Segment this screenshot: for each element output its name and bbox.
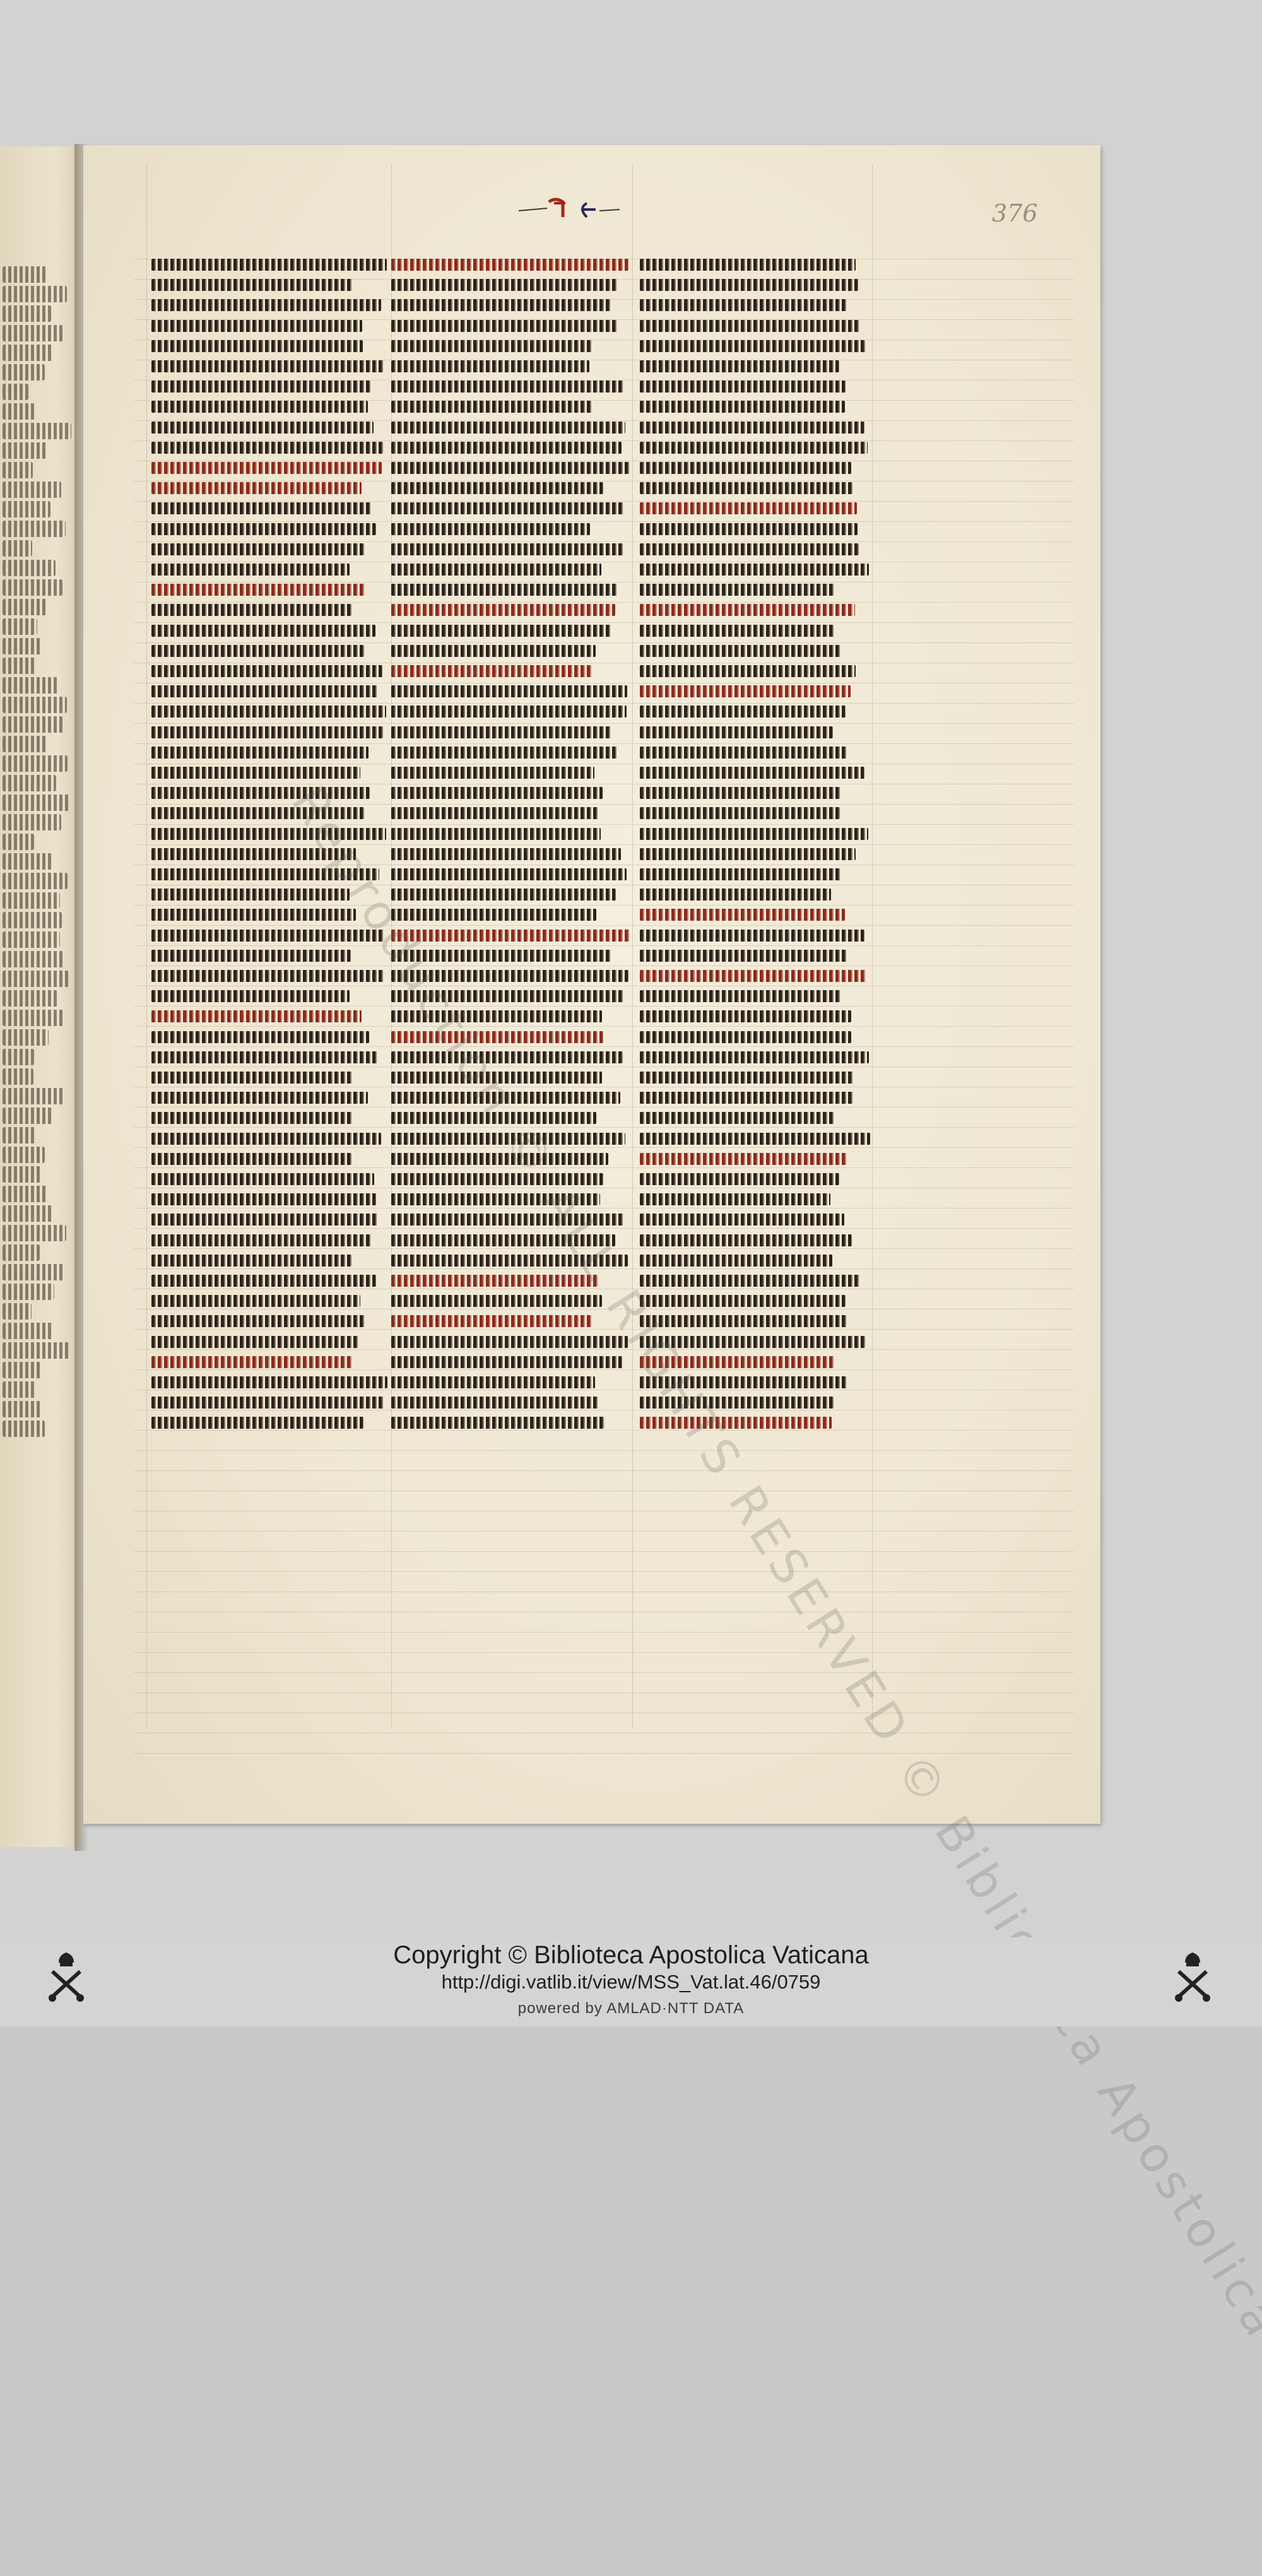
ruling-line (134, 945, 1074, 946)
copyright-notice: Copyright © Biblioteca Apostolica Vaticana (393, 1941, 869, 1969)
script-line (151, 1092, 368, 1104)
left-page-script-fragment (3, 618, 37, 635)
script-line (151, 1255, 351, 1267)
script-line (151, 889, 350, 901)
left-page-script-fragment (3, 403, 35, 420)
script-line (151, 645, 364, 657)
ruling-line (134, 905, 1074, 906)
script-line (391, 1275, 598, 1287)
ruling-line (134, 925, 1074, 926)
script-line (640, 665, 856, 677)
ruling-line (134, 844, 1074, 845)
ruling-line (134, 1672, 1074, 1673)
ruling-line (134, 743, 1074, 744)
script-line (640, 543, 859, 555)
ruling-line (134, 824, 1074, 825)
left-page-script-fragment (3, 423, 71, 439)
ruling-line (134, 1026, 1074, 1027)
script-line (640, 259, 856, 271)
script-line (151, 990, 350, 1002)
left-page-script-fragment (3, 1264, 65, 1280)
vatican-library-emblem-right (1155, 1941, 1230, 2017)
script-line (391, 1376, 595, 1388)
script-line (151, 604, 351, 616)
script-line (391, 564, 601, 576)
script-line (151, 909, 356, 921)
script-line (391, 1356, 622, 1368)
script-line (151, 482, 362, 494)
left-page-script-fragment (3, 1147, 45, 1163)
script-line (640, 360, 839, 372)
left-page-script-fragment (3, 462, 33, 478)
script-line (151, 523, 376, 535)
script-line (151, 1214, 379, 1226)
manuscript-url[interactable]: http://digi.vatlib.it/view/MSS_Vat.lat.46/0759 (441, 1971, 821, 1993)
script-line (640, 1112, 835, 1124)
script-line (151, 340, 363, 352)
script-line (391, 381, 624, 393)
script-line (391, 767, 594, 779)
script-line (391, 462, 630, 474)
script-line (391, 685, 627, 697)
script-line (151, 381, 370, 393)
left-page-script-fragment (3, 599, 47, 615)
copyright-footer (0, 1937, 1262, 2026)
script-line (391, 299, 610, 311)
script-line (640, 442, 868, 454)
left-page-script-fragment (3, 1401, 42, 1417)
ruling-line (134, 804, 1074, 805)
script-line (391, 340, 593, 352)
script-line (151, 747, 369, 759)
script-line (151, 360, 384, 372)
script-line (151, 502, 372, 514)
script-line (640, 340, 865, 352)
ruling-line (134, 1450, 1074, 1451)
ruling-line (134, 1167, 1074, 1168)
script-line (640, 645, 841, 657)
left-page-script-fragment (3, 286, 67, 302)
column-ruling (872, 164, 873, 1729)
script-line (151, 1031, 369, 1043)
ruling-line (134, 1571, 1074, 1572)
left-page-script-fragment (3, 1323, 53, 1339)
left-page-script-fragment (3, 971, 69, 987)
left-page-script-fragment (3, 677, 58, 694)
left-page-script-fragment (3, 442, 47, 459)
left-page-script-fragment (3, 521, 66, 537)
script-line (640, 970, 867, 982)
left-page-script-fragment (3, 931, 60, 948)
ruling-line (134, 1329, 1074, 1330)
left-page-script-fragment (3, 501, 50, 517)
ruling-line (134, 1551, 1074, 1552)
script-line (151, 279, 353, 291)
script-line (151, 462, 382, 474)
script-line (640, 462, 851, 474)
left-page-script-fragment (3, 912, 62, 928)
ruling-line (134, 1369, 1074, 1370)
script-line (640, 889, 831, 901)
ruling-line (134, 1127, 1074, 1128)
script-line (151, 625, 375, 637)
ruling-line (134, 1147, 1074, 1148)
left-page-script-fragment (3, 1108, 52, 1124)
emblem-right-caption (1155, 1941, 1230, 2017)
script-line (151, 259, 387, 271)
script-line (640, 726, 833, 738)
script-line (640, 320, 860, 332)
script-line (640, 1133, 870, 1145)
script-line (640, 502, 857, 514)
left-page-script-fragment (3, 990, 57, 1007)
script-line (151, 1072, 352, 1084)
script-line (640, 299, 846, 311)
script-line (640, 807, 840, 819)
script-line (151, 950, 351, 962)
ruling-line (134, 1066, 1074, 1067)
script-line (640, 401, 845, 413)
ruling-line (134, 1470, 1074, 1471)
script-line (391, 848, 621, 860)
script-line (640, 1072, 854, 1084)
folio-number: 376 (992, 199, 1038, 227)
script-line (391, 442, 622, 454)
script-line (391, 523, 590, 535)
running-head-rubric (512, 191, 639, 228)
script-line (391, 422, 625, 434)
script-line (391, 584, 617, 596)
ruling-line (134, 541, 1074, 542)
script-line (151, 1193, 376, 1205)
script-line (151, 726, 383, 738)
ruling-line (134, 703, 1074, 704)
left-page-script-fragment (3, 325, 64, 341)
left-page-script-fragment (3, 266, 46, 283)
script-line (391, 543, 624, 555)
script-line (640, 1092, 854, 1104)
left-page-script-fragment (3, 384, 28, 400)
script-line (640, 1193, 830, 1205)
script-line (151, 1112, 352, 1124)
script-line (151, 1153, 351, 1165)
script-line (391, 259, 628, 271)
ruling-line (134, 1006, 1074, 1007)
ruling-line (134, 501, 1074, 502)
script-line (151, 1234, 372, 1246)
script-line (151, 1397, 384, 1409)
script-line (391, 401, 593, 413)
script-line (640, 767, 864, 779)
script-line (640, 1173, 839, 1185)
script-line (151, 543, 364, 555)
ruling-line (134, 1046, 1074, 1047)
script-line (391, 665, 593, 677)
left-page-script-fragment (3, 579, 62, 596)
script-line (640, 1214, 844, 1226)
ruling-line (134, 1733, 1074, 1734)
script-line (640, 584, 835, 596)
left-page-script-fragment (3, 1127, 37, 1143)
left-page-script-fragment (3, 1284, 54, 1300)
script-line (640, 747, 847, 759)
script-line (391, 645, 596, 657)
ruling-line (134, 521, 1074, 522)
left-page-script-fragment (3, 697, 67, 713)
script-line (151, 1417, 363, 1429)
script-line (640, 1275, 859, 1287)
script-line (640, 1153, 847, 1165)
script-line (391, 279, 617, 291)
script-line (640, 1051, 869, 1063)
script-line (391, 625, 612, 637)
script-line (151, 1173, 374, 1185)
left-page-script-fragment (3, 873, 68, 889)
left-page-script-fragment (3, 1381, 35, 1398)
script-line (640, 848, 856, 860)
script-line (640, 381, 846, 393)
script-line (640, 909, 845, 921)
script-line (391, 747, 618, 759)
script-line (640, 868, 840, 880)
script-line (151, 1275, 376, 1287)
script-line (391, 604, 615, 616)
ruling-line (134, 642, 1074, 643)
script-line (151, 320, 362, 332)
script-line (391, 706, 627, 718)
script-line (640, 1255, 832, 1267)
left-facing-page (0, 146, 81, 1847)
script-line (391, 1397, 599, 1409)
left-page-script-fragment (3, 305, 51, 322)
left-page-script-fragment (3, 638, 42, 654)
script-line (640, 1010, 851, 1022)
powered-by: powered by AMLAD·NTT DATA (517, 2000, 745, 2017)
left-page-script-fragment (3, 1186, 47, 1202)
script-line (151, 685, 377, 697)
script-line (640, 1234, 852, 1246)
left-page-script-fragment (3, 1010, 63, 1026)
left-page-script-fragment (3, 364, 45, 381)
script-line (151, 930, 384, 942)
script-line (640, 1031, 851, 1043)
left-page-script-fragment (3, 1421, 45, 1437)
script-line (391, 909, 596, 921)
script-line (391, 482, 603, 494)
left-page-script-fragment (3, 658, 37, 674)
left-page-script-fragment (3, 1362, 42, 1378)
script-line (151, 1336, 359, 1348)
script-line (391, 1295, 602, 1307)
script-line (640, 828, 868, 840)
left-page-script-fragment (3, 892, 60, 909)
ruling-line (134, 1632, 1074, 1633)
script-line (151, 1356, 353, 1368)
ruling-line (134, 1652, 1074, 1653)
left-page-script-fragment (3, 1068, 33, 1085)
script-line (391, 360, 589, 372)
script-line (391, 320, 617, 332)
script-line (151, 970, 384, 982)
left-page-script-fragment (3, 1088, 64, 1104)
script-line (640, 685, 851, 697)
left-page-script-fragment (3, 1205, 54, 1222)
left-page-script-fragment (3, 1166, 42, 1183)
script-line (151, 442, 383, 454)
ruling-line (134, 1107, 1074, 1108)
script-line (151, 706, 386, 718)
script-line (391, 787, 603, 799)
column-ruling (632, 164, 633, 1729)
left-page-script-fragment (3, 716, 63, 733)
ruling-line (134, 1531, 1074, 1532)
ruling-line (134, 723, 1074, 724)
script-line (640, 523, 858, 535)
script-line (391, 889, 616, 901)
left-page-script-fragment (3, 1225, 66, 1241)
script-line (640, 625, 835, 637)
script-line (151, 1133, 381, 1145)
copyright-watermark: Reproduction © ALL RIGHTS RESERVED Apostolica Vaticana (280, 776, 1262, 2576)
left-page-script-fragment (3, 795, 70, 811)
script-line (391, 1417, 604, 1429)
script-line (391, 1315, 593, 1327)
left-page-script-fragment (3, 1244, 40, 1261)
script-line (151, 1295, 360, 1307)
left-page-script-fragment (3, 560, 56, 576)
script-line (151, 1051, 377, 1063)
script-line (640, 604, 855, 616)
script-line (151, 422, 374, 434)
script-line (640, 279, 858, 291)
left-page-script-fragment (3, 1029, 49, 1046)
script-line (640, 990, 841, 1002)
script-line (640, 564, 869, 576)
script-line (640, 422, 864, 434)
ruling-line (134, 481, 1074, 482)
left-page-script-fragment (3, 482, 61, 498)
script-line (151, 1376, 387, 1388)
left-page-script-fragment (3, 775, 56, 791)
left-page-script-fragment (3, 834, 34, 850)
left-page-script-fragment (3, 1049, 34, 1065)
script-line (640, 1295, 846, 1307)
left-page-script-fragment (3, 755, 68, 772)
ruling-line (134, 622, 1074, 623)
script-line (391, 807, 598, 819)
script-line (391, 828, 601, 840)
ruling-line (134, 602, 1074, 603)
left-page-script-fragment (3, 951, 63, 967)
script-line (151, 564, 350, 576)
script-line (391, 1336, 628, 1348)
script-line (391, 868, 627, 880)
script-line (151, 401, 368, 413)
ruling-line (134, 1430, 1074, 1431)
left-page-script-fragment (3, 814, 61, 830)
script-line (640, 930, 864, 942)
script-line (151, 1010, 362, 1022)
script-line (151, 299, 381, 311)
left-page-script-fragment (3, 540, 32, 557)
script-line (640, 482, 852, 494)
script-line (391, 1051, 623, 1063)
script-line (391, 726, 612, 738)
left-page-script-fragment (3, 853, 54, 870)
column-ruling (146, 164, 147, 1729)
left-page-script-fragment (3, 1303, 32, 1320)
left-page-script-fragment (3, 736, 48, 752)
ruling-line (134, 420, 1074, 421)
left-page-script-fragment (3, 345, 52, 361)
ruling-line (134, 440, 1074, 441)
left-page-script-fragment (3, 1342, 69, 1359)
script-line (640, 787, 842, 799)
script-line (151, 584, 365, 596)
script-line (151, 665, 382, 677)
ruling-line (134, 1349, 1074, 1350)
script-line (151, 1315, 365, 1327)
script-line (391, 502, 623, 514)
script-line (640, 950, 848, 962)
script-line (640, 706, 846, 718)
